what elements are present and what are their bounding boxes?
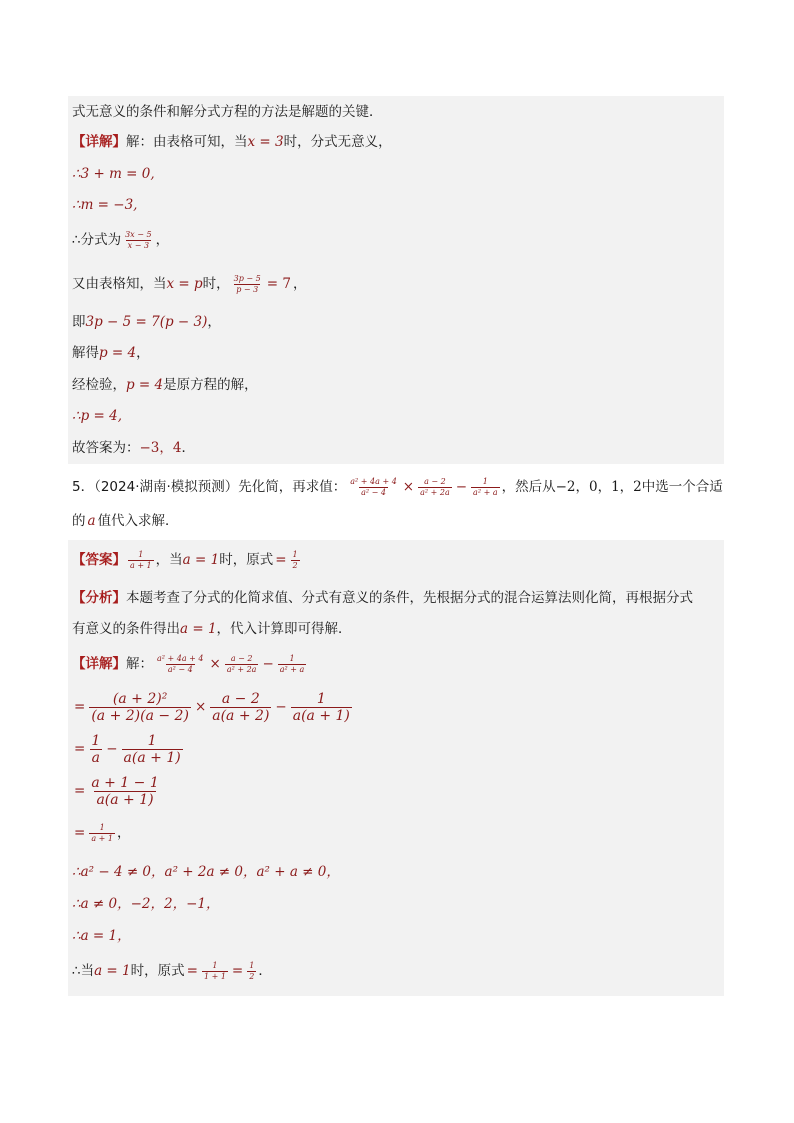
denominator: 2: [292, 561, 298, 570]
equals-sign: =: [186, 962, 198, 979]
numerator: 1: [289, 654, 295, 663]
equation-line: [72, 379, 258, 393]
text: ，: [292, 275, 307, 292]
condition-math: ∴a ≠ 0，−2，2，−1，: [72, 896, 220, 912]
numerator: a − 2: [424, 477, 446, 486]
detail-step-3: [72, 734, 185, 765]
numerator: 1: [212, 961, 218, 970]
denominator: a + 1: [130, 561, 152, 570]
answer-tag: 【答案】: [72, 551, 126, 568]
denominator: a(a + 2): [212, 708, 270, 724]
equation-line: [72, 199, 137, 213]
text: 经检验，: [72, 377, 126, 393]
fraction: [89, 776, 160, 807]
denominator: a² − 4: [167, 665, 193, 674]
text: ，: [155, 231, 170, 248]
fraction: [89, 734, 102, 765]
text: ∴当: [72, 962, 95, 979]
detail-step-5: [72, 824, 130, 843]
equation-line: [72, 316, 221, 330]
equation-line: [72, 347, 150, 361]
analysis-text: ，代入计算即可得解．: [216, 621, 352, 637]
numerator: 1: [138, 550, 144, 559]
equation: ∴m = −3,: [72, 197, 138, 213]
denominator: p − 3: [236, 285, 259, 294]
numerator: (a + 2)²: [112, 691, 168, 707]
analysis-text: 本题考查了分式的化简求值、分式有意义的条件，先根据分式的混合运算法则化简，再根据分式: [126, 590, 693, 606]
text: ．: [258, 962, 272, 979]
denominator: a² + a: [279, 665, 305, 674]
denominator: a(a + 1): [292, 708, 350, 724]
equals-sign: =: [275, 551, 287, 568]
minus-sign: −: [262, 655, 274, 672]
fraction: [418, 478, 452, 497]
fraction: [225, 655, 259, 674]
condition-line: [72, 898, 220, 912]
question-text: 5．（2024·湖南·模拟预测）先化简，再求值：: [72, 478, 347, 495]
condition-math: a = 1: [94, 962, 131, 979]
fraction: [210, 692, 271, 723]
denominator: a: [91, 750, 100, 766]
fraction: [122, 734, 183, 765]
final-line: [72, 962, 272, 981]
numerator: a² + 4a + 4: [350, 477, 397, 486]
minus-sign: −: [106, 740, 118, 757]
condition-math: x = 3: [247, 134, 284, 150]
numerator: a − 2: [221, 691, 260, 707]
condition-math: ∴a² − 4 ≠ 0，a² + 2a ≠ 0，a² + a ≠ 0，: [72, 864, 340, 880]
candidate-values: −2，0，1，2: [555, 478, 642, 495]
text: 即: [72, 314, 86, 330]
numerator: 1: [482, 477, 488, 486]
question-5-line-2: [72, 515, 179, 529]
text: 时，: [202, 275, 230, 292]
equation: ∴3 + m = 0,: [72, 166, 155, 182]
answer-values: −3，4: [139, 440, 182, 456]
text: 时，原式: [130, 962, 185, 979]
answer-line: [72, 442, 195, 456]
denominator: a² + a: [473, 488, 498, 497]
denominator: a² + 2a: [226, 665, 257, 674]
analysis-tag: 【分析】: [72, 590, 126, 606]
equation: ∴p = 4,: [72, 408, 123, 424]
numerator: 1: [249, 961, 255, 970]
detail-text: 解：: [126, 655, 153, 672]
denominator: a + 1: [91, 834, 113, 843]
text: 故答案为：: [72, 440, 140, 456]
fraction-line: [72, 275, 306, 294]
denominator: x − 3: [127, 241, 150, 250]
equation: p = 4: [99, 345, 137, 361]
text: ，: [207, 314, 221, 330]
numerator: a + 1 − 1: [91, 775, 159, 791]
text: ∴分式为: [72, 231, 122, 248]
equals-sign: =: [231, 962, 244, 979]
equation-line: [72, 410, 122, 424]
denominator: a² + 2a: [420, 488, 450, 497]
condition-math: ∴a = 1，: [72, 928, 131, 944]
fraction: [128, 551, 154, 570]
fraction: [471, 478, 500, 497]
numerator: 3p − 5: [233, 274, 261, 283]
fraction: [202, 962, 228, 981]
fraction-line: [72, 231, 169, 250]
question-text: 的: [72, 513, 86, 529]
equation: p = 4: [126, 377, 164, 393]
fraction: [89, 824, 115, 843]
fraction: [291, 692, 352, 723]
intro-text: 式无意义的条件和解分式方程的方法是解题的关键．: [72, 104, 383, 120]
condition-math: a = 1: [182, 551, 220, 568]
numerator: 1: [316, 691, 326, 707]
detail-text: 解：由表格可知，当: [126, 134, 248, 150]
numerator: 1: [292, 550, 298, 559]
denominator: 1 + 1: [203, 972, 226, 981]
condition-math: x = p: [166, 275, 203, 292]
condition-math: a = 1: [180, 621, 217, 637]
analysis-line-2: [72, 623, 352, 637]
times-sign: ×: [194, 698, 207, 715]
equation-line: [72, 168, 155, 182]
condition-line: [72, 930, 131, 944]
denominator: a(a + 1): [96, 792, 154, 808]
text: ，当: [155, 551, 183, 568]
numerator: a − 2: [230, 654, 253, 663]
numerator: a² + 4a + 4: [157, 654, 204, 663]
minus-sign: −: [455, 478, 468, 495]
fraction: [123, 231, 153, 250]
times-sign: ×: [209, 655, 221, 672]
text: ，: [136, 345, 150, 361]
numerator: 1: [147, 733, 157, 749]
equation: = 7: [266, 275, 291, 292]
denominator: a(a + 1): [123, 750, 181, 766]
equals-sign: =: [74, 698, 86, 715]
analysis-line-1: [72, 592, 693, 606]
detail-text: 时，分式无意义，: [283, 134, 392, 150]
detail-line-1: [72, 136, 392, 150]
times-sign: ×: [402, 478, 415, 495]
question-text: 值代入求解．: [97, 513, 179, 529]
text: ．: [181, 440, 195, 456]
analysis-text: 有意义的条件得出: [72, 621, 180, 637]
numerator: 1: [99, 823, 105, 832]
fraction: [155, 655, 206, 674]
question-text: ，然后从: [501, 478, 556, 495]
equals-sign: =: [74, 782, 86, 799]
detail-tag: 【详解】: [72, 655, 126, 672]
fraction: [89, 692, 191, 723]
question-5-line-1: [72, 478, 723, 497]
equation: 3p − 5 = 7(p − 3): [85, 314, 208, 330]
fraction: [291, 551, 300, 570]
denominator: a² − 4: [361, 488, 386, 497]
variable: a: [87, 513, 96, 529]
text: 解得: [72, 345, 99, 361]
text: 又由表格知，当: [72, 275, 167, 292]
text: 是原方程的解，: [163, 377, 258, 393]
equals-sign: =: [74, 824, 86, 841]
fraction: [278, 655, 307, 674]
detail-step-2: [72, 692, 354, 723]
fraction: [348, 478, 399, 497]
text: ，: [116, 824, 131, 841]
fraction: [247, 962, 256, 981]
equals-sign: =: [74, 740, 86, 757]
detail-tag: 【详解】: [72, 134, 126, 150]
text: 时，原式: [219, 551, 274, 568]
question-text: 中选一个合适: [641, 478, 723, 495]
text-line-1: [72, 106, 383, 120]
detail-step-4: [72, 776, 163, 807]
numerator: 3x − 5: [125, 230, 152, 239]
detail-step-1: [72, 655, 308, 674]
answer-row: [72, 551, 302, 570]
condition-line: [72, 866, 340, 880]
denominator: 2: [249, 972, 255, 981]
solution-block-q5: [68, 540, 724, 996]
numerator: 1: [91, 733, 101, 749]
denominator: (a + 2)(a − 2): [91, 708, 189, 724]
minus-sign: −: [275, 698, 287, 715]
fraction: [232, 275, 263, 294]
